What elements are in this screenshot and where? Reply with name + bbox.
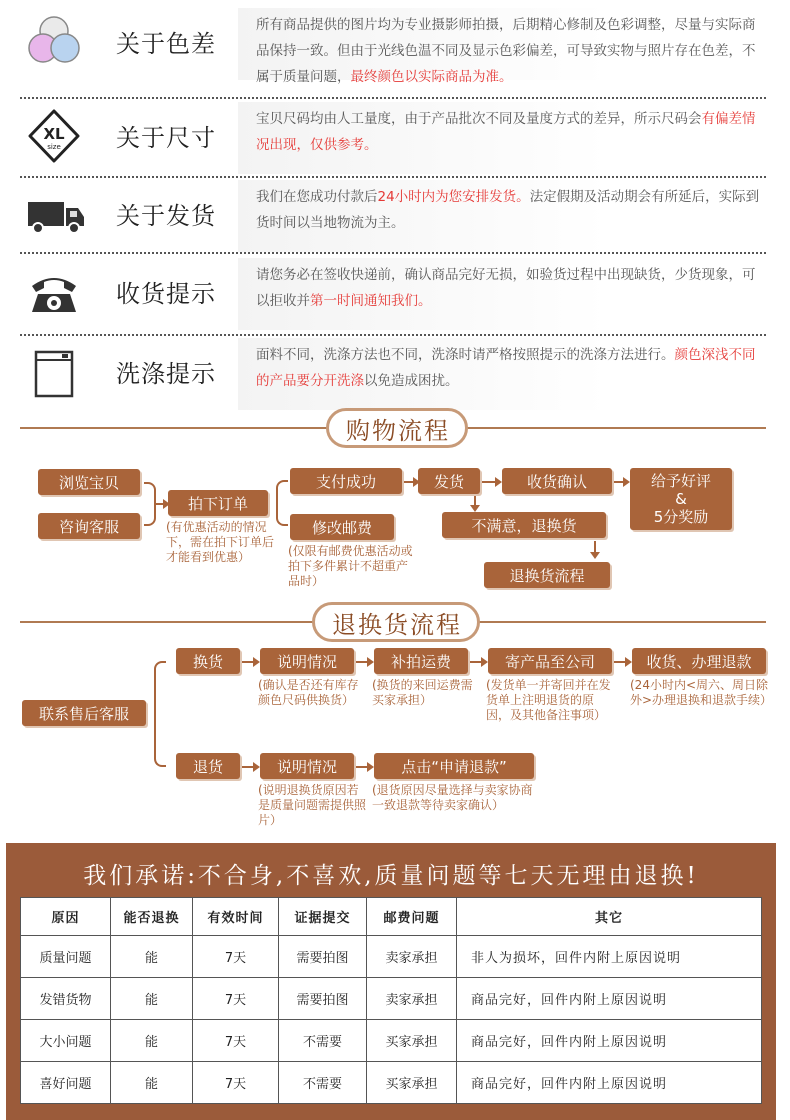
apply-refund-note: (退货原因尽量选择与卖家协商一致退款等待卖家确认） [372,783,533,812]
send-note: (发货单一并寄回并在发货单上注明退货的原因，及其他备注事项） [486,678,611,722]
step-modify-postage: 修改邮费 [290,514,394,540]
return-policy-table [20,897,762,1104]
column-header: 证据提交 [279,898,367,936]
step-postage: 补拍运费 [374,648,468,674]
notice-text: 宝贝尺码均由人工量度，由于产品批次不同及量度方式的差异，所示尺码会有偏差情况出现，仅供参考。 [256,111,756,153]
step-return: 退货 [176,753,240,779]
table-row: 喜好问题 能 7天 不需要 买家承担 商品完好，回件内附上原因说明 [21,1062,762,1104]
notice-text: 面料不同，洗涤方法也不同，洗涤时请严格按照提示的洗涤方法进行。颜色深浅不同的产品要分开洗涤以免造成困扰。 [256,347,756,389]
column-header: 其它 [457,898,762,936]
notice-washing [20,336,766,412]
postage-note: (换货的来回运费需买家承担） [372,678,473,707]
table-row: 质量问题 能 7天 需要拍图 卖家承担 非人为损坏，回件内附上原因说明 [21,936,762,978]
explain-exchange-note: (确认是否还有库存颜色尺码供换货） [258,678,359,707]
step-explain-exchange: 说明情况 [260,648,354,674]
shopping-flow-header [20,408,766,448]
step-exchange: 换货 [176,648,240,674]
step-browse: 浏览宝贝 [38,469,140,495]
order-note: (有优惠活动的情况下，需在拍下订单后才能看到优惠） [166,520,275,564]
step-explain-return: 说明情况 [260,753,354,779]
notice-title: 关于尺寸 [116,124,216,152]
refund-note: (24小时内<周六、周日除外>办理退换和退款手续） [630,678,773,707]
notice-text: 所有商品提供的图片均为专业摄影师拍摄，后期精心修制及色彩调整，尽量与实际商品保持一致。但由于光线色温不同及显示色彩偏差，可导致实物与照片存在色差，不属于质量问题，最终颜色以实际商品为准。 [256,17,756,85]
step-review-reward: 给予好评 & 5分奖励 [630,468,732,530]
notice-color [20,6,766,85]
promise-title: 我们承诺:不合身,不喜欢,质量问题等七天无理由退换! [83,863,699,889]
column-header: 有效时间 [193,898,279,936]
column-header: 原因 [21,898,111,936]
explain-return-note: (说明退换货原因若是质量问题需提供照片） [258,783,367,827]
step-ship: 发货 [418,468,480,494]
step-apply-refund: 点击“申请退款” [374,753,534,779]
section-title: 退 换 货 流 程 [312,602,480,642]
table-row: 大小问题 能 7天 不需要 买家承担 商品完好，回件内附上原因说明 [21,1020,762,1062]
column-header: 邮费问题 [367,898,457,936]
step-return-flow: 退换货流程 [484,562,610,588]
color-swatch-icon [26,14,82,70]
notice-text: 请您务必在签收快递前，确认商品完好无损，如验货过程中出现缺货，少货现象，可以拒收并第一时间通知我们。 [256,267,756,309]
svg-text:XL: XL [43,125,65,143]
step-send-product: 寄产品至公司 [488,648,612,674]
notice-title: 洗涤提示 [116,360,216,388]
notice-title: 收货提示 [116,280,216,308]
notice-receive [20,256,766,332]
step-receive: 收货确认 [502,468,612,494]
step-consult: 咨询客服 [38,513,140,539]
divider [20,252,766,254]
truck-icon [26,186,82,242]
notice-size [20,100,766,176]
svg-text:size: size [47,143,61,151]
telephone-icon [26,264,82,320]
column-header: 能否退换 [111,898,193,936]
step-order: 拍下订单 [168,490,268,516]
step-paid: 支付成功 [290,468,402,494]
table-row: 发错货物 能 7天 需要拍图 卖家承担 商品完好，回件内附上原因说明 [21,978,762,1020]
postage-note: (仅限有邮费优惠活动或拍下多件累计不超重产品时） [288,544,413,588]
step-contact-service: 联系售后客服 [22,700,146,726]
size-tag-icon [26,108,82,164]
section-title: 购 物 流 程 [326,408,468,448]
notice-shipping [20,178,766,254]
notice-text: 我们在您成功付款后24小时内为您安排发货。法定假期及活动期会有所延后，实际到货时间以当地物流为主。 [256,189,760,231]
washing-label-icon [26,344,82,400]
notice-title: 关于发货 [116,202,216,230]
notice-title: 关于色差 [116,30,216,58]
step-unsatisfied: 不满意，退换货 [442,512,606,538]
step-refund: 收货、办理退款 [632,648,766,674]
promise-panel [6,843,776,1120]
divider [20,97,766,99]
table-header-row [21,898,762,936]
return-flow-header [20,602,766,642]
